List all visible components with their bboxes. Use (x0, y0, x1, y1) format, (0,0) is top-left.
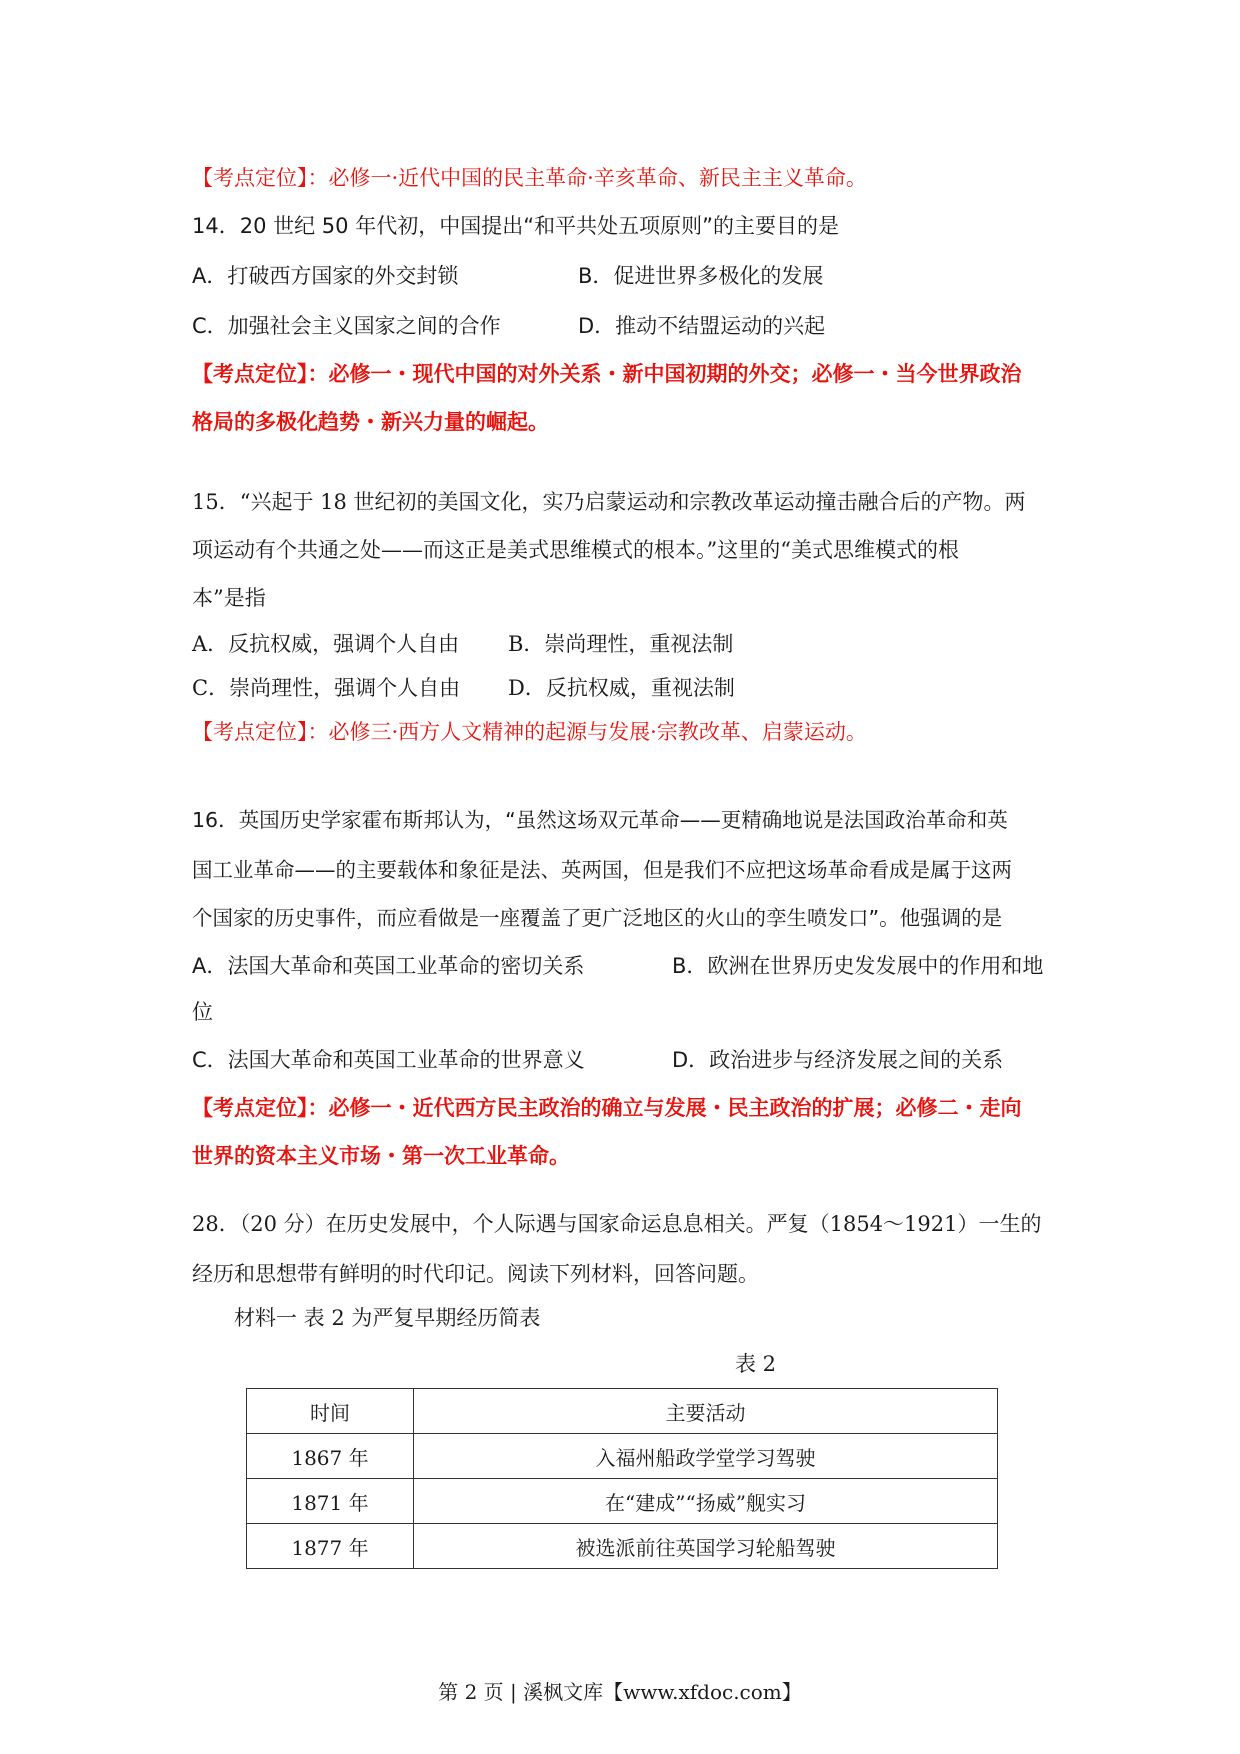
q16-option-d: D．政治进步与经济发展之间的关系 (672, 1048, 1004, 1072)
q15-knowledge-tag: 【考点定位】：必修三·西方人文精神的起源与发展·宗教改革、启蒙运动。 (192, 720, 867, 744)
q16-stem-line3: 个国家的历史事件，而应看做是一座覆盖了更广泛地区的火山的孪生喷发口”。他强调的是 (192, 906, 1003, 930)
q15-stem-line2: 项运动有个共通之处——而这正是美式思维模式的根本。”这里的“美式思维模式的根 (192, 538, 959, 562)
q14-option-d: D．推动不结盟运动的兴起 (578, 314, 826, 338)
table-cell-time: 1867 年 (247, 1434, 414, 1479)
q15-stem-line3: 本”是指 (192, 586, 266, 610)
q14-option-c: C．加强社会主义国家之间的合作 (192, 314, 501, 338)
q15-stem-line1: 15．“兴起于 18 世纪初的美国文化，实乃启蒙运动和宗教改革运动撞击融合后的产物。两 (192, 490, 1026, 514)
q13-knowledge-tag: 【考点定位】：必修一·近代中国的民主革命·辛亥革命、新民主主义革命。 (192, 166, 867, 190)
q14-option-a: A．打破西方国家的外交封锁 (192, 264, 459, 288)
q14-knowledge-tag-line2: 格局的多极化趋势・新兴力量的崛起。 (192, 410, 549, 434)
q15-option-d: D．反抗权威，重视法制 (508, 676, 735, 700)
table-header-row (247, 1389, 998, 1434)
q16-stem-line2: 国工业革命——的主要载体和象征是法、英两国，但是我们不应把这场革命看成是属于这两 (192, 858, 1012, 882)
table-cell-activity: 入福州船政学堂学习驾驶 (414, 1434, 998, 1479)
q15-option-b: B．崇尚理性，重视法制 (508, 632, 734, 656)
q14-knowledge-tag-line1: 【考点定位】：必修一・现代中国的对外关系・新中国初期的外交；必修一・当今世界政治 (192, 362, 1022, 386)
q28-stem-line2: 经历和思想带有鲜明的时代印记。阅读下列材料，回答问题。 (192, 1262, 759, 1286)
table-header-time: 时间 (247, 1389, 414, 1434)
q16-knowledge-tag-line2: 世界的资本主义市场・第一次工业革命。 (192, 1144, 570, 1168)
table-row (247, 1524, 998, 1569)
q15-option-c: C．崇尚理性，强调个人自由 (192, 676, 461, 700)
table-caption: 表 2 (735, 1352, 777, 1376)
table-header-activity: 主要活动 (414, 1389, 998, 1434)
q14-stem: 14．20 世纪 50 年代初，中国提出“和平共处五项原则”的主要目的是 (192, 214, 839, 238)
q28-material-intro: 材料一 表 2 为严复早期经历简表 (234, 1306, 541, 1330)
q16-option-b: B．欧洲在世界历史发发展中的作用和地 (672, 954, 1044, 978)
q14-option-b: B．促进世界多极化的发展 (578, 264, 824, 288)
q15-option-a: A．反抗权威，强调个人自由 (192, 632, 460, 656)
table-cell-activity: 在“建成”“扬威”舰实习 (414, 1479, 998, 1524)
experience-table (246, 1388, 998, 1569)
table-cell-time: 1877 年 (247, 1524, 414, 1569)
table-cell-time: 1871 年 (247, 1479, 414, 1524)
table-cell-activity: 被选派前往英国学习轮船驾驶 (414, 1524, 998, 1569)
q16-option-c: C．法国大革命和英国工业革命的世界意义 (192, 1048, 585, 1072)
table-row (247, 1479, 998, 1524)
page-footer: 第 2 页 | 溪枫文库【www.xfdoc.com】 (438, 1680, 802, 1704)
q16-knowledge-tag-line1: 【考点定位】：必修一・近代西方民主政治的确立与发展・民主政治的扩展；必修二・走向 (192, 1096, 1022, 1120)
table-row (247, 1434, 998, 1479)
q16-option-a: A．法国大革命和英国工业革命的密切关系 (192, 954, 585, 978)
q16-stem-line1: 16．英国历史学家霍布斯邦认为，“虽然这场双元革命——更精确地说是法国政治革命和英 (192, 808, 1008, 832)
q16-option-b-continued: 位 (192, 1000, 213, 1024)
q28-stem-line1: 28．（20 分）在历史发展中，个人际遇与国家命运息息相关。严复（1854～1921）一生的 (192, 1212, 1042, 1236)
